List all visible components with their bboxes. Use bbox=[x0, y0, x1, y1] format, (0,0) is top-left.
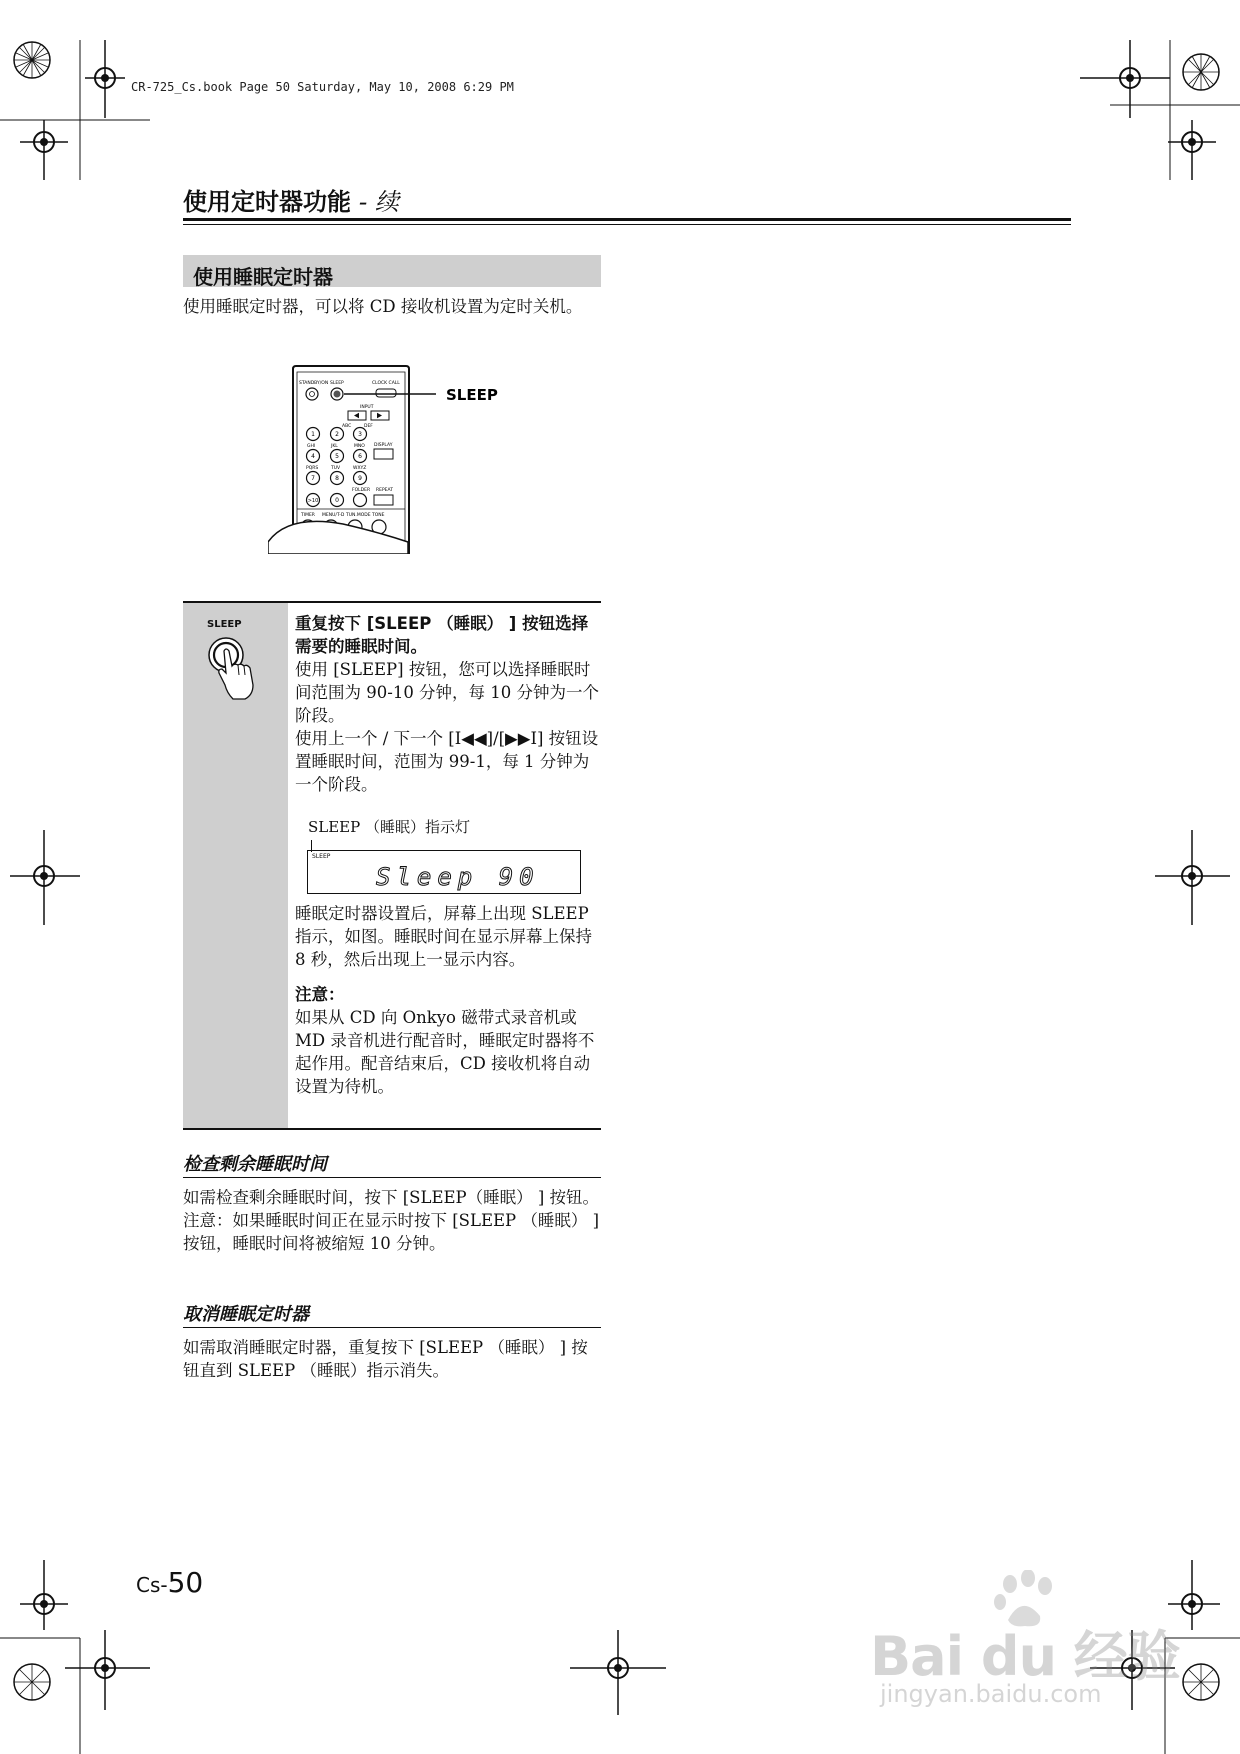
note-text: 如果从 CD 向 Onkyo 磁带式录音机或 MD 录音机进行配音时，睡眠定时器将不起作用。配音结束后，CD 接收机将自动设置为待机。 bbox=[295, 1008, 595, 1096]
press-button-hand-icon bbox=[203, 633, 263, 703]
page-number-value: 50 bbox=[167, 1566, 204, 1599]
section-intro: 使用睡眠定时器，可以将 CD 接收机设置为定时关机。 bbox=[183, 297, 583, 316]
step-icon-label: SLEEP bbox=[207, 619, 242, 630]
remote-label-tone: TONE bbox=[372, 513, 385, 518]
remote-label-tuv: TUV bbox=[331, 466, 341, 471]
remote-key-1: 1 bbox=[311, 431, 315, 438]
registration-mark-icon bbox=[570, 1620, 670, 1720]
page-number bbox=[136, 1566, 203, 1599]
check-remaining-heading: 检查剩余睡眠时间 bbox=[183, 1154, 327, 1175]
registration-mark-icon bbox=[0, 0, 150, 180]
remote-key-3: 3 bbox=[358, 431, 362, 438]
baidu-watermark bbox=[870, 1570, 1190, 1710]
remote-label-def: DEF bbox=[364, 424, 373, 429]
page-number-prefix: Cs- bbox=[136, 1573, 168, 1597]
remote-label-display: DISPLAY bbox=[374, 443, 393, 448]
remote-label-sleep: SLEEP bbox=[330, 381, 344, 386]
step-content bbox=[295, 612, 601, 796]
step-box-bottom-rule bbox=[183, 1128, 601, 1130]
remote-control-illustration bbox=[268, 364, 528, 554]
step-paragraph-2: 使用上一个 / 下一个 [I◀◀]/[▶▶I] 按钮设置睡眠时间，范围为 99-1，每 1 分钟为一个阶段。 bbox=[295, 729, 599, 794]
note-title: 注意： bbox=[295, 985, 345, 1004]
remote-label-input: INPUT bbox=[360, 405, 374, 410]
remote-label-wxyz: WXYZ bbox=[353, 466, 367, 471]
lcd-display bbox=[307, 850, 581, 894]
remote-label-menu: MENU/T-D bbox=[322, 513, 345, 518]
file-info-line: CR-725_Cs.book Page 50 Saturday, May 10, 2008 6:29 PM bbox=[131, 80, 514, 94]
watermark-url: jingyan.baidu.com bbox=[880, 1680, 1102, 1708]
check-paragraph-1: 如需检查剩余睡眠时间，按下 [SLEEP（睡眠） ] 按钮。 bbox=[183, 1188, 600, 1207]
remote-label-timer: TIMER bbox=[301, 513, 315, 518]
remote-label-ghi: GHI bbox=[307, 444, 316, 449]
remote-label-folder: FOLDER bbox=[352, 488, 371, 493]
step-content-lower bbox=[295, 902, 601, 1098]
remote-key-4: 4 bbox=[311, 453, 315, 460]
step-paragraph-3: 睡眠定时器设置后，屏幕上出现 SLEEP 指示，如图。睡眠时间在显示屏幕上保持 8 秒，然后出现上一显示内容。 bbox=[295, 904, 592, 969]
remote-key-7: 7 bbox=[311, 475, 315, 482]
remote-key-0: 0 bbox=[335, 497, 339, 504]
registration-mark-icon bbox=[1070, 0, 1240, 180]
remote-label-jkl: JKL bbox=[331, 444, 338, 449]
sleep-callout-label: SLEEP bbox=[446, 386, 498, 404]
registration-mark-icon bbox=[0, 830, 90, 930]
remote-label-standby: STANDBY/ON bbox=[299, 381, 329, 386]
lcd-readout: Sleep 90 bbox=[376, 863, 540, 891]
title-rule bbox=[183, 218, 1071, 221]
step-paragraph-1: 使用 [SLEEP] 按钮，您可以选择睡眠时间范围为 90-10 分钟，每 10 分钟为一个阶段。 bbox=[295, 660, 600, 725]
check-paragraph-2: 注意：如果睡眠时间正在显示时按下 [SLEEP （睡眠） ] 按钮，睡眠时间将被缩短 10 分钟。 bbox=[183, 1211, 600, 1253]
cancel-paragraph: 如需取消睡眠定时器，重复按下 [SLEEP （睡眠） ] 按钮直到 SLEEP （睡眠）指示消失。 bbox=[183, 1338, 588, 1380]
watermark-brand: Bai du 经验 bbox=[870, 1625, 1180, 1688]
lcd-sleep-indicator: SLEEP bbox=[312, 853, 331, 860]
step-icon-column bbox=[183, 603, 288, 1128]
remote-label-clock: CLOCK CALL bbox=[372, 381, 400, 386]
cancel-heading-rule bbox=[183, 1327, 601, 1328]
remote-label-abc: ABC bbox=[342, 424, 352, 429]
page-title-suffix: - 续 bbox=[351, 188, 399, 216]
check-remaining-body bbox=[183, 1186, 601, 1255]
remote-key-2: 2 bbox=[335, 431, 339, 438]
page-title-main: 使用定时器功能 bbox=[183, 188, 351, 216]
step-title: 重复按下 [SLEEP （睡眠） ] 按钮选择需要的睡眠时间。 bbox=[295, 614, 589, 656]
remote-label-tun: TUN.MODE bbox=[346, 513, 371, 518]
check-heading-rule bbox=[183, 1177, 601, 1178]
section-heading: 使用睡眠定时器 bbox=[183, 255, 601, 287]
remote-key-9: 9 bbox=[358, 475, 362, 482]
remote-label-pqrs: PQRS bbox=[306, 466, 319, 471]
title-rule-thin bbox=[183, 224, 1071, 225]
remote-label-repeat: REPEAT bbox=[376, 488, 394, 493]
remote-label-mno: MNO bbox=[354, 444, 365, 449]
remote-key-6: 6 bbox=[358, 453, 362, 460]
page-title bbox=[183, 182, 399, 217]
remote-key-5: 5 bbox=[335, 453, 339, 460]
remote-key-10: >10 bbox=[307, 498, 319, 504]
cancel-sleep-heading: 取消睡眠定时器 bbox=[183, 1304, 309, 1325]
remote-key-8: 8 bbox=[335, 475, 339, 482]
registration-mark-icon bbox=[1150, 830, 1240, 930]
sleep-indicator-caption: SLEEP （睡眠）指示灯 bbox=[308, 818, 470, 836]
